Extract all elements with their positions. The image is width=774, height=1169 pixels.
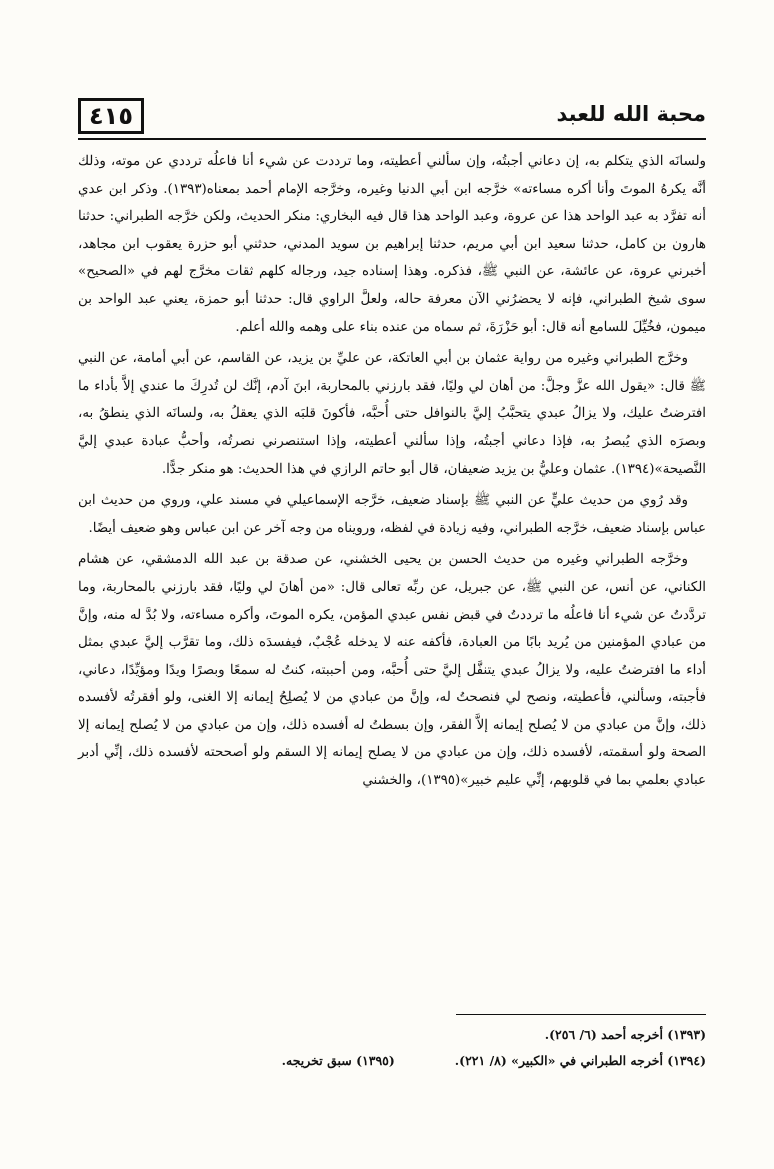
footnotes <box>78 1022 706 1074</box>
page-number: ٤١٥ <box>78 98 144 134</box>
footnote-1395: (١٣٩٥) سبق تخريجه. <box>281 1053 395 1068</box>
book-page <box>78 96 706 1106</box>
paragraph-2: وخرَّج الطبراني وغيره من رواية عثمان بن أبي العاتكة، عن عليِّ بن يزيد، عن القاسم، عن أبي أمامة، عن النبي ﷺ قال: «يقول الله عزَّ وجلَّ: من أهان لي وليًا، فقد بارزني بالمحاربة، ابنَ آدم، إنَّك لن تُدرِكَ ما عندي إلاَّ بأداء ما افترضتُ عليك، ولا يزالُ عبدي يتحبَّبُ إليَّ بالنوافل حتى أُحبَّه، فأكونَ قلبَه الذي يعقلُ به، ولسانَه الذي ينطقُ به، وبصرَه الذي يُبصرُ به، فإذا دعاني أجبتُه، وإذا سألني أعطيته، وإذا استنصرني نصرتُه، وأحبُّ عبادة عبدي إليَّ النَّصيحة»(١٣٩٤). عثمان وعليُّ بن يزيد ضعيفان، قال أبو حاتم الرازي في هذا الحديث: هو منكر جدًّا. <box>78 351 706 477</box>
paragraph-1: ولسانَه الذي يتكلم به، إن دعاني أجبتُه، وإن سألني أعطيته، وما ترددت عن شيء أنا فاعلُه ترددي عن موته، وذلك أنَّه يكرهُ الموتَ وأنا أكره مساءته» خرَّجه ابن أبي الدنيا وغيره، وخرَّجه الإمام أحمد بمعناه(١٣٩٣). وذكر ابن عدي أنه تفرَّد به عبد الواحد هذا عن عروة، وعبد الواحد هذا قال فيه البخاري: منكر الحديث، ولكن خرَّجه الطبراني: حدثنا هارون بن كامل، حدثنا سعيد ابن أبي مريم، حدثنا إبراهيم بن سويد المدني، حدثني أبو حزرة يعقوب ابن مجاهد، أخبرني عروة، عن عائشة، عن النبي ﷺ، فذكره. وهذا إسناده جيد، ورجاله كلهم ثقات مخرَّج لهم في «الصحيح» سوى شيخ الطبراني، فإنه لا يحضرُني الآن معرفة حاله، ولعلَّ الراوي قال: حدثنا أبو حمزة، يعني عبد الواحد بن ميمون، فخُيِّلَ للسامع أنه قال: أبو حَزْرَةَ، ثم سماه من عنده بناء على وهمه والله أعلم. <box>78 154 706 335</box>
paragraph-3: وقد رُوي من حديث عليٍّ عن النبي ﷺ بإسناد ضعيف، خرَّجه الإسماعيلي في مسند علي، وروي من حديث ابن عباس بإسناد ضعيف، خرَّجه الطبراني، وفيه زيادة في لفظه، ورويناه من وجه آخر عن ابن عباس وهو ضعيف أيضًا. <box>78 493 706 536</box>
main-text <box>78 148 706 795</box>
page-header <box>78 96 706 140</box>
running-title: محبة الله للعبد <box>556 102 706 126</box>
footnote-1393: (١٣٩٣) أخرجه أحمد (٦/ ٢٥٦). <box>544 1027 706 1042</box>
footnote-divider <box>456 1014 706 1015</box>
footnote-row <box>78 1048 706 1074</box>
footnote-1394: (١٣٩٤) أخرجه الطبراني في «الكبير» (٨/ ٢٢١). <box>454 1053 706 1068</box>
paragraph-4: وخرَّجه الطبراني وغيره من حديث الحسن بن يحيى الخشني، عن صدقة بن عبد الله الدمشقي، عن هشام الكناني، عن أنس، عن النبي ﷺ، عن جبريل، عن ربِّه تعالى قال: «من أهانَ لي وليًا، فقد بارزني بالمحاربة، وما تردَّدتُ عن شيء أنا فاعلُه ما ترددتُ في قبض نفس عبدي المؤمن، يكره الموتَ، وأكره مساءته، ولا بُدَّ له منه، وإنَّ من عبادي المؤمنين من يُريد بابًا من العبادة، فأكفه عنه لا يدخله عُجْبٌ، فيفسدَه ذلك، وما تقرَّب إليَّ عبدي بمثل أداء ما افترضتُ عليه، ولا يزالُ عبدي يتنفَّل إليَّ حتى أُحبَّه، ومن أحببته، كنتُ له سمعًا وبصرًا ويدًا ومؤيِّدًا، دعاني، فأجبته، وسألني، فأعطيته، ونصح لي فنصحتُ له، وإنَّ من عبادي من لا يُصلِحُ إيمانه إلا الغنى، ولو أفقرتُه لأفسده ذلك، وإنَّ من عبادي من لا يُصلح إيمانه إلاَّ الفقر، وإن بسطتُ له أفسده ذلك، وإن من عبادي من لا يُصلح إيمانه إلا الصحة ولو أسقمته، لأفسده ذلك، وإن من عبادي من لا يصلح إيمانه إلا السقم ولو أصححته لأفسده ذلك، إنِّي أدبر عبادي بعلمي بما في قلوبهم، إنِّي عليم خبير»(١٣٩٥)، والخشني <box>78 552 706 789</box>
